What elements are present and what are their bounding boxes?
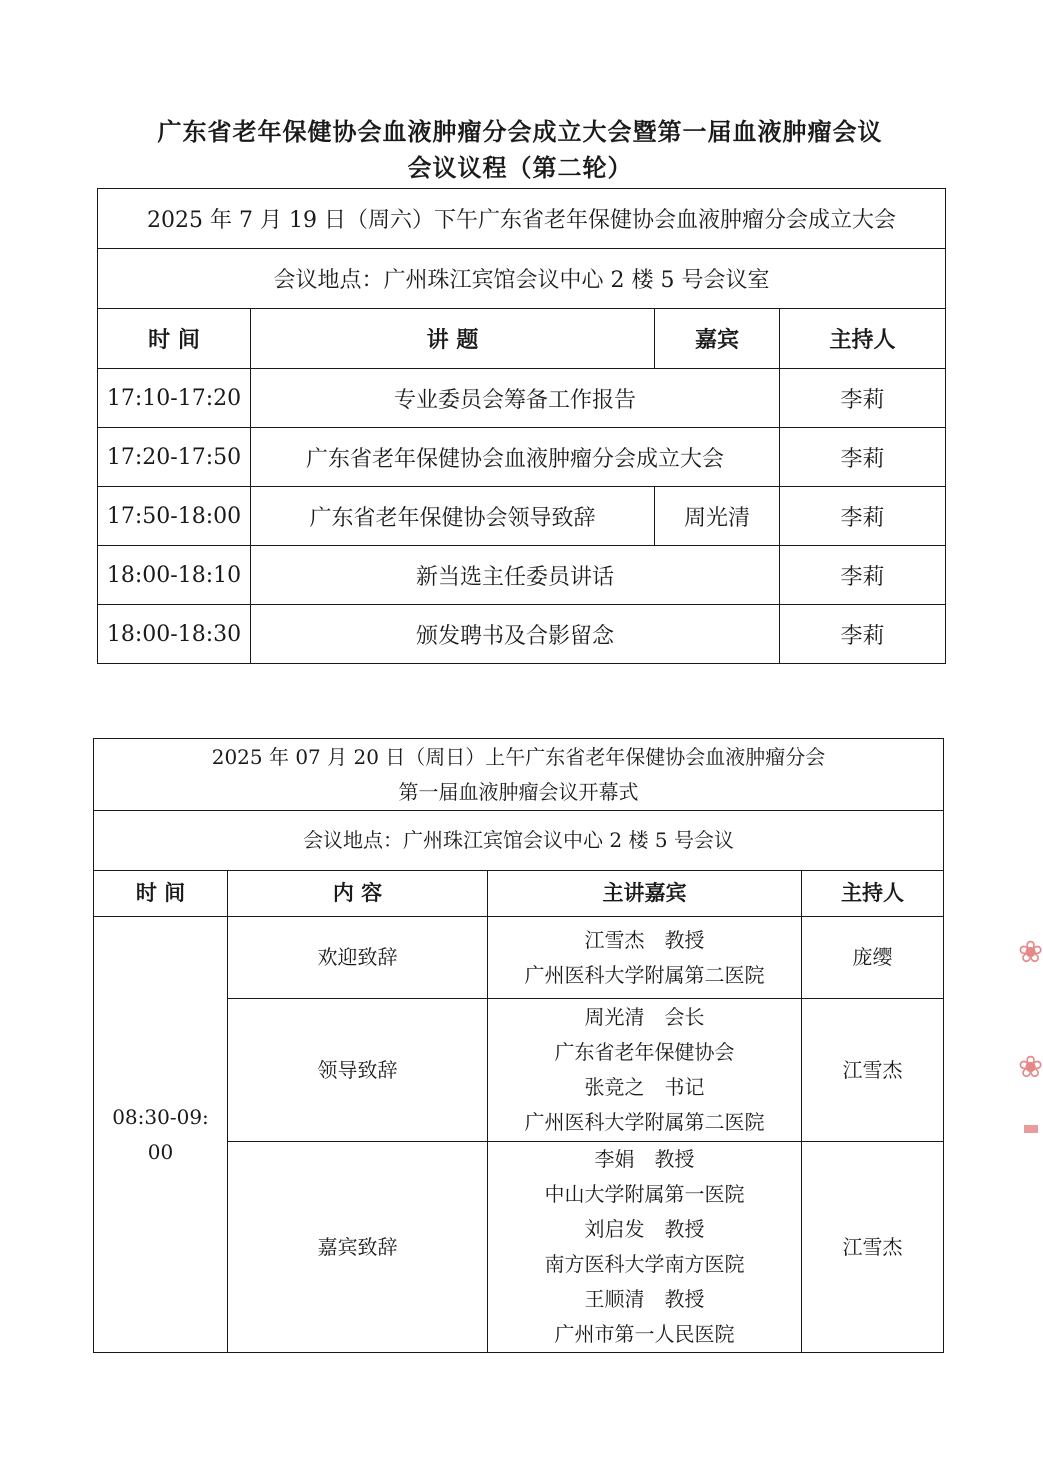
- session1-agenda-table: [97, 188, 946, 664]
- speaker-line: 江雪杰 教授: [584, 927, 705, 952]
- header-host: 主持人: [802, 871, 944, 917]
- session2-time: [94, 917, 228, 1353]
- row-time: 17:50-18:00: [98, 487, 251, 546]
- row-host: 李莉: [780, 546, 946, 605]
- speaker-line: 王顺清 教授: [584, 1287, 705, 1311]
- table-row: [98, 369, 946, 428]
- session1-location: 会议地点：广州珠江宾馆会议中心 2 楼 5 号会议室: [98, 249, 946, 309]
- session2-header-row: [94, 871, 944, 917]
- header-content: 内 容: [228, 871, 488, 917]
- session2-banner: [94, 739, 944, 811]
- session2-agenda-table: [93, 738, 944, 1353]
- row-host: 江雪杰: [802, 1142, 944, 1353]
- speaker-line: 李娟 教授: [594, 1147, 695, 1171]
- row-host: 李莉: [780, 605, 946, 664]
- table-row: [98, 605, 946, 664]
- speaker-line: 广州市第一人民医院: [554, 1322, 735, 1346]
- row-topic: 颁发聘书及合影留念: [251, 605, 780, 664]
- session2-banner-line1: 2025 年 07 月 20 日（周日）上午广东省老年保健协会血液肿瘤分会: [211, 744, 826, 769]
- header-topic: 讲 题: [251, 309, 655, 369]
- seal-stamp-mark: ❀: [1018, 935, 1043, 970]
- speaker-line: 广州医科大学附属第二医院: [524, 1110, 765, 1134]
- row-topic: 广东省老年保健协会血液肿瘤分会成立大会: [251, 428, 780, 487]
- table-row: [98, 487, 946, 546]
- row-topic: 专业委员会筹备工作报告: [251, 369, 780, 428]
- session2-time-line1: 08:30-09:: [112, 1104, 209, 1129]
- session2-banner-line2: 第一届血液肿瘤会议开幕式: [398, 779, 639, 804]
- speaker-line: 中山大学附属第一医院: [544, 1182, 745, 1206]
- row-speakers: [488, 917, 802, 999]
- session2-location: 会议地点：广州珠江宾馆会议中心 2 楼 5 号会议: [94, 811, 944, 871]
- row-time: 18:00-18:30: [98, 605, 251, 664]
- session1-banner: 2025 年 7 月 19 日（周六）下午广东省老年保健协会血液肿瘤分会成立大会: [98, 189, 946, 249]
- table-row: [94, 917, 944, 999]
- row-speakers: [488, 1142, 802, 1353]
- document-title: 广东省老年保健协会血液肿瘤分会成立大会暨第一届血液肿瘤会议: [157, 118, 883, 146]
- row-content: 欢迎致辞: [228, 917, 488, 999]
- table-row: [98, 428, 946, 487]
- document-subtitle: 会议议程（第二轮）: [407, 154, 633, 182]
- header-host: 主持人: [780, 309, 946, 369]
- row-content: 领导致辞: [228, 999, 488, 1142]
- header-time: 时 间: [98, 309, 251, 369]
- row-guest: 周光清: [655, 487, 780, 546]
- row-host: 庞缨: [802, 917, 944, 999]
- header-time: 时 间: [94, 871, 228, 917]
- speaker-line: 广州医科大学附属第二医院: [524, 962, 765, 987]
- header-guest: 嘉宾: [655, 309, 780, 369]
- session2-time-line2: 00: [147, 1139, 174, 1164]
- speaker-line: 张竞之 书记: [584, 1075, 705, 1099]
- speaker-line: 南方医科大学南方医院: [544, 1252, 745, 1276]
- row-time: 17:10-17:20: [98, 369, 251, 428]
- row-content: 嘉宾致辞: [228, 1142, 488, 1353]
- table-row: [98, 546, 946, 605]
- row-topic: 广东省老年保健协会领导致辞: [251, 487, 655, 546]
- row-host: 李莉: [780, 428, 946, 487]
- row-topic: 新当选主任委员讲话: [251, 546, 780, 605]
- row-speakers: [488, 999, 802, 1142]
- row-host: 李莉: [780, 487, 946, 546]
- speaker-line: 刘启发 教授: [584, 1217, 705, 1241]
- speaker-line: 周光清 会长: [584, 1005, 705, 1029]
- row-time: 18:00-18:10: [98, 546, 251, 605]
- row-host: 江雪杰: [802, 999, 944, 1142]
- row-time: 17:20-17:50: [98, 428, 251, 487]
- row-host: 李莉: [780, 369, 946, 428]
- speaker-line: 广东省老年保健协会: [554, 1040, 735, 1064]
- session1-header-row: [98, 309, 946, 369]
- seal-stamp-mark: ❀: [1018, 1050, 1043, 1085]
- header-speaker: 主讲嘉宾: [488, 871, 802, 917]
- seal-stamp-mark: [1024, 1125, 1038, 1133]
